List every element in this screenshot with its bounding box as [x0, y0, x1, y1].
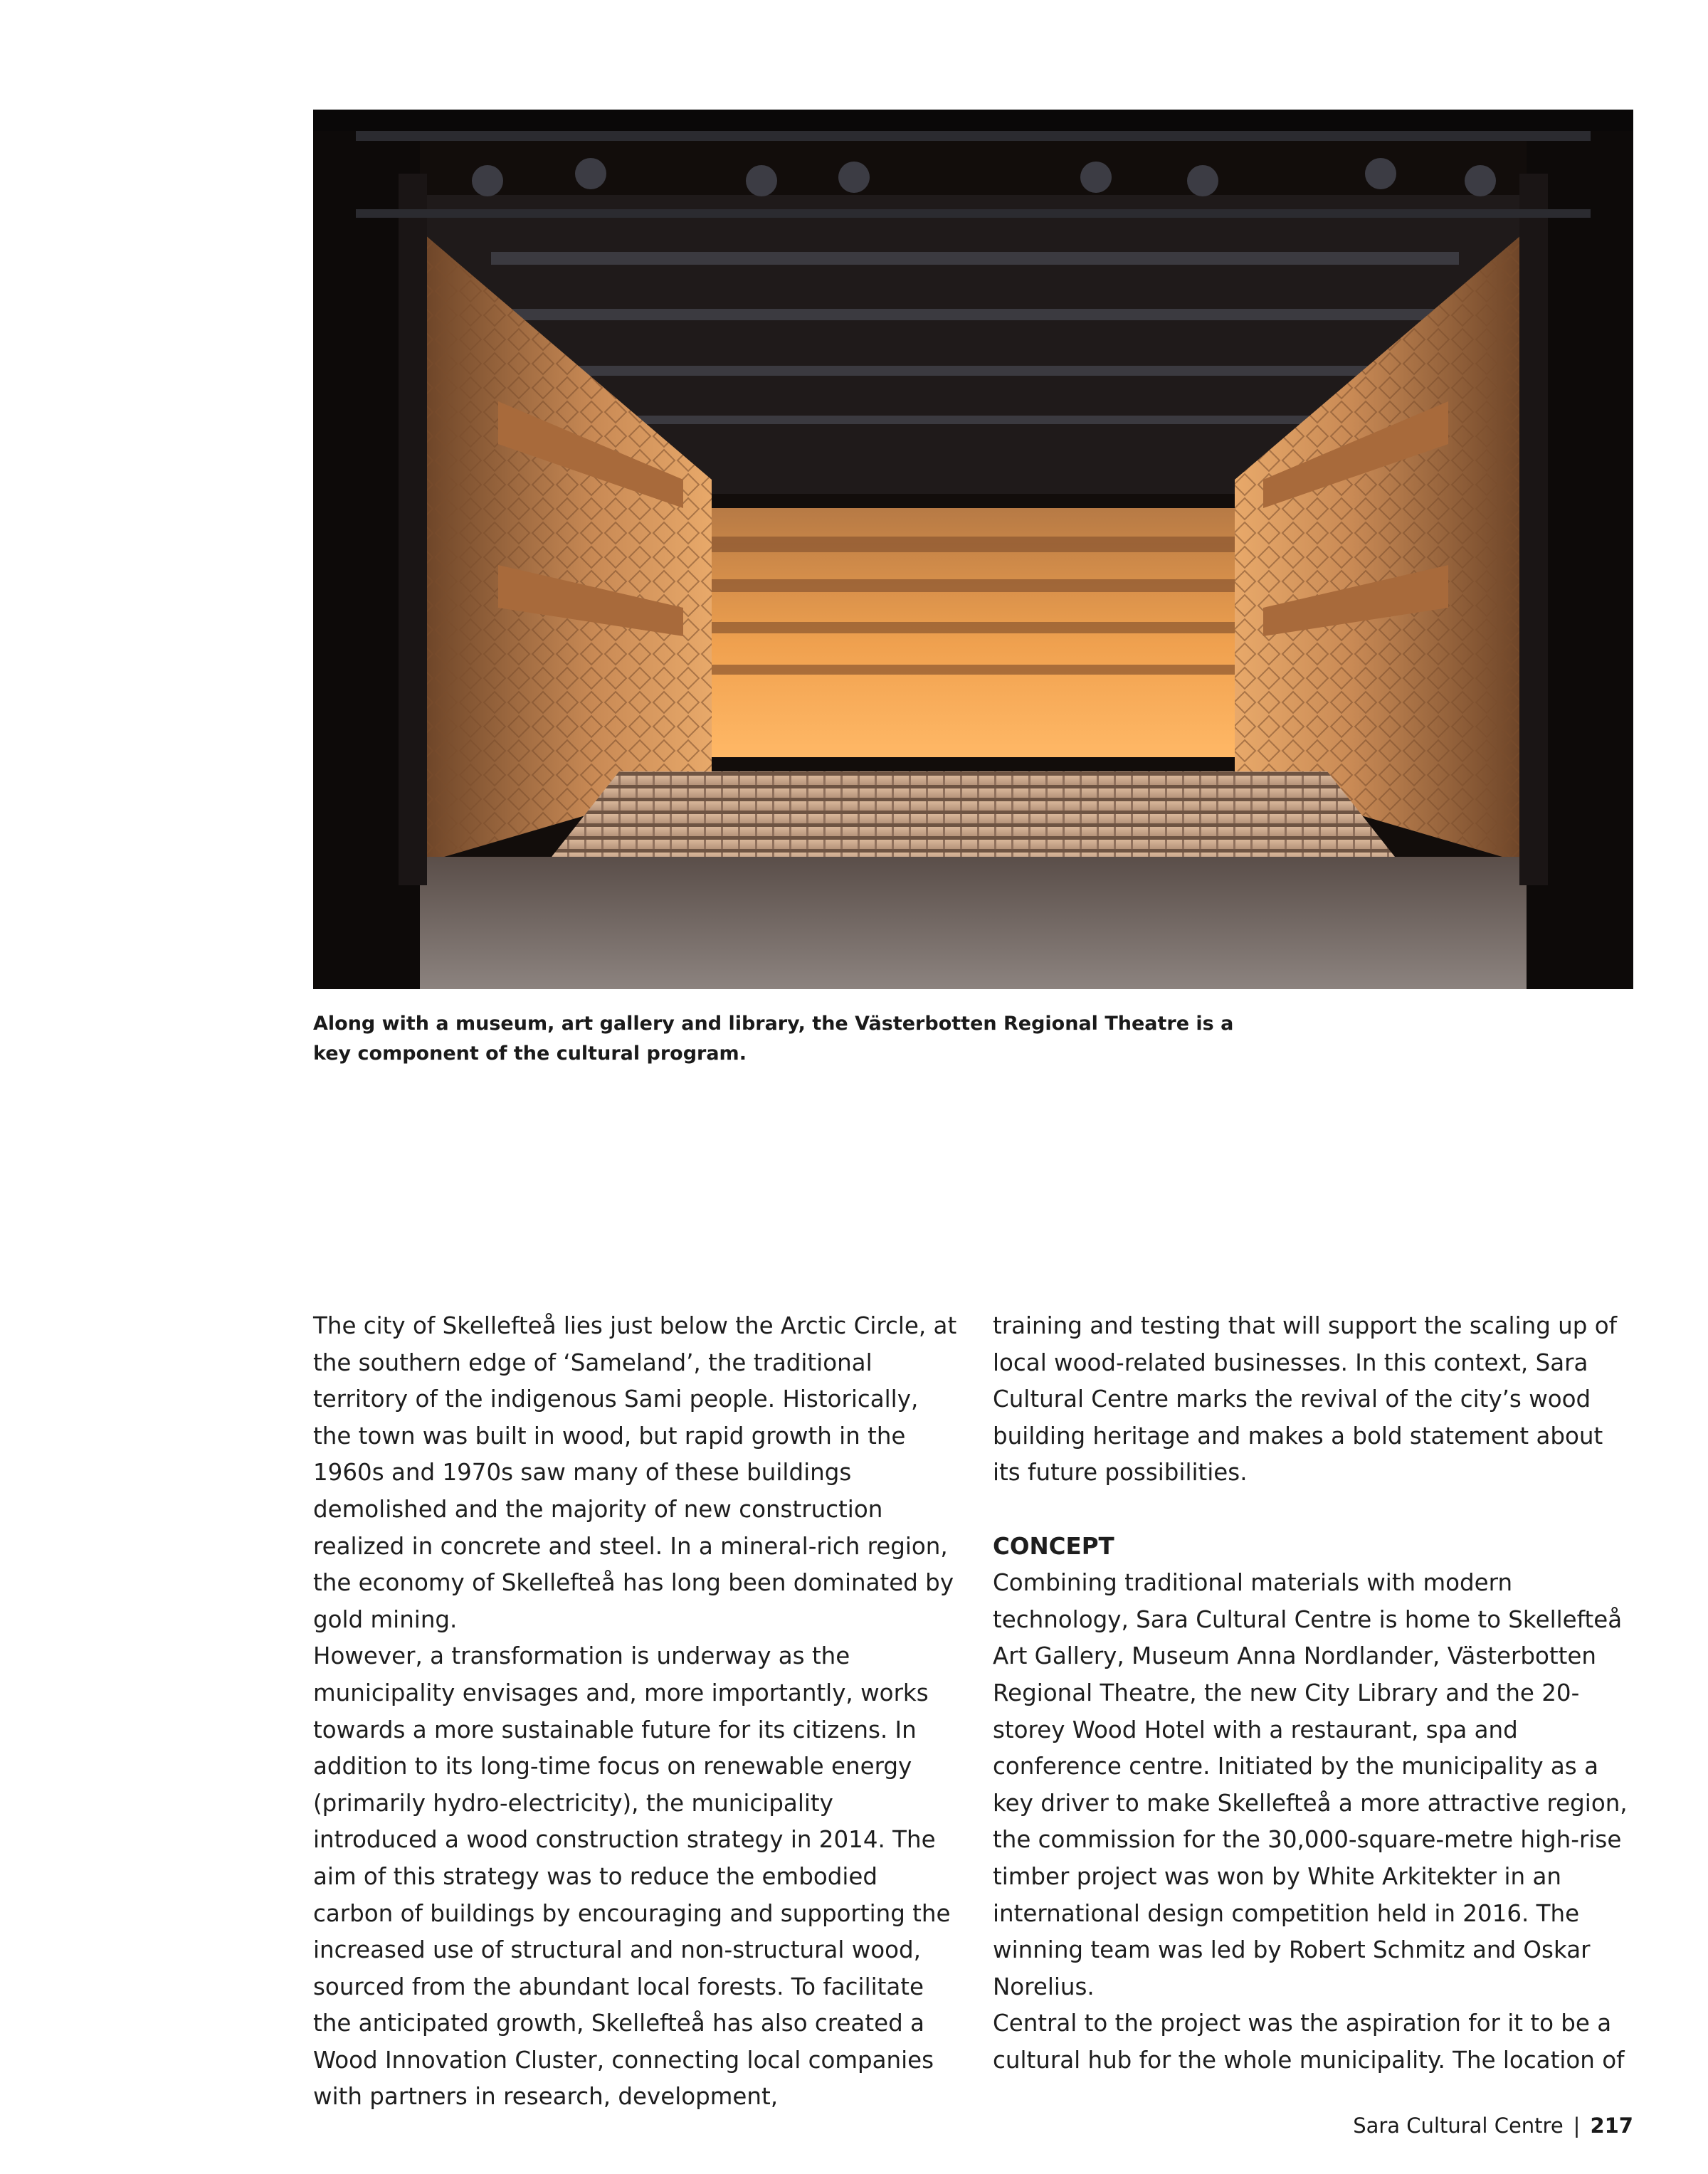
theatre-photo [313, 110, 1633, 989]
body-paragraph: training and testing that will support the scaling up of local wood-related businesses. In this context, Sara Cultural Centre marks the revival of the city’s wood building heritage and makes a bold statement about its future possibilities. [993, 1312, 1618, 1487]
page-number: 217 [1590, 2114, 1633, 2138]
body-column-right [993, 1308, 1637, 2079]
body-paragraph: Central to the project was the aspiration for it to be a cultural hub for the whole municipality. The location of [993, 2010, 1625, 2074]
footer-separator: | [1573, 2114, 1581, 2138]
body-column-left [313, 1308, 957, 2116]
body-paragraph: However, a transformation is underway as the municipality envisages and, more importantly, works towards a more sustainable future for its citizens. In addition to its long-time focus on renewable energy (primarily hydro-electricity), the municipality introduced a wood construction strategy in 2014. The aim of this strategy was to reduce the embodied carbon of buildings by encouraging and supporting the increased use of structural and non-structural wood, sourced from the abundant local forests. To facilitate the anticipated growth, Skellefteå has also created a Wood Innovation Cluster, connecting local companies with partners in research, development, [313, 1642, 951, 2111]
theatre-illustration [313, 110, 1633, 989]
running-title: Sara Cultural Centre [1353, 2114, 1564, 2138]
body-paragraph: The city of Skellefteå lies just below the Arctic Circle, at the southern edge of ‘Sameland’, the traditional territory of the indigenous Sami people. Historically, the town was built in wood, but rapid growth in the 1960s and 1970s saw many of these buildings demolished and the majority of new construction realized in concrete and steel. In a mineral-rich region, the economy of Skellefteå has long been dominated by gold mining. [313, 1312, 957, 1633]
page-footer [1353, 2114, 1633, 2138]
figure-caption: Along with a museum, art gallery and library, the Västerbotten Regional Theatre is a key component of the cultural program. [313, 1013, 1234, 1065]
body-paragraph: Combining traditional materials with modern technology, Sara Cultural Centre is home to Skellefteå Art Gallery, Museum Anna Nordlander, Västerbotten Regional Theatre, the new City Library and the 20-storey Wood Hotel with a restaurant, spa and conference centre. Initiated by the municipality as a key driver to make Skellefteå a more attractive region, the commission for the 30,000-square-metre high-rise timber project was won by White Arkitekter in an international design competition held in 2016. The winning team was led by Robert Schmitz and Oskar Norelius. [993, 1569, 1628, 2000]
section-heading: CONCEPT [993, 1532, 1114, 1560]
paragraph-gap [993, 1492, 1637, 1529]
